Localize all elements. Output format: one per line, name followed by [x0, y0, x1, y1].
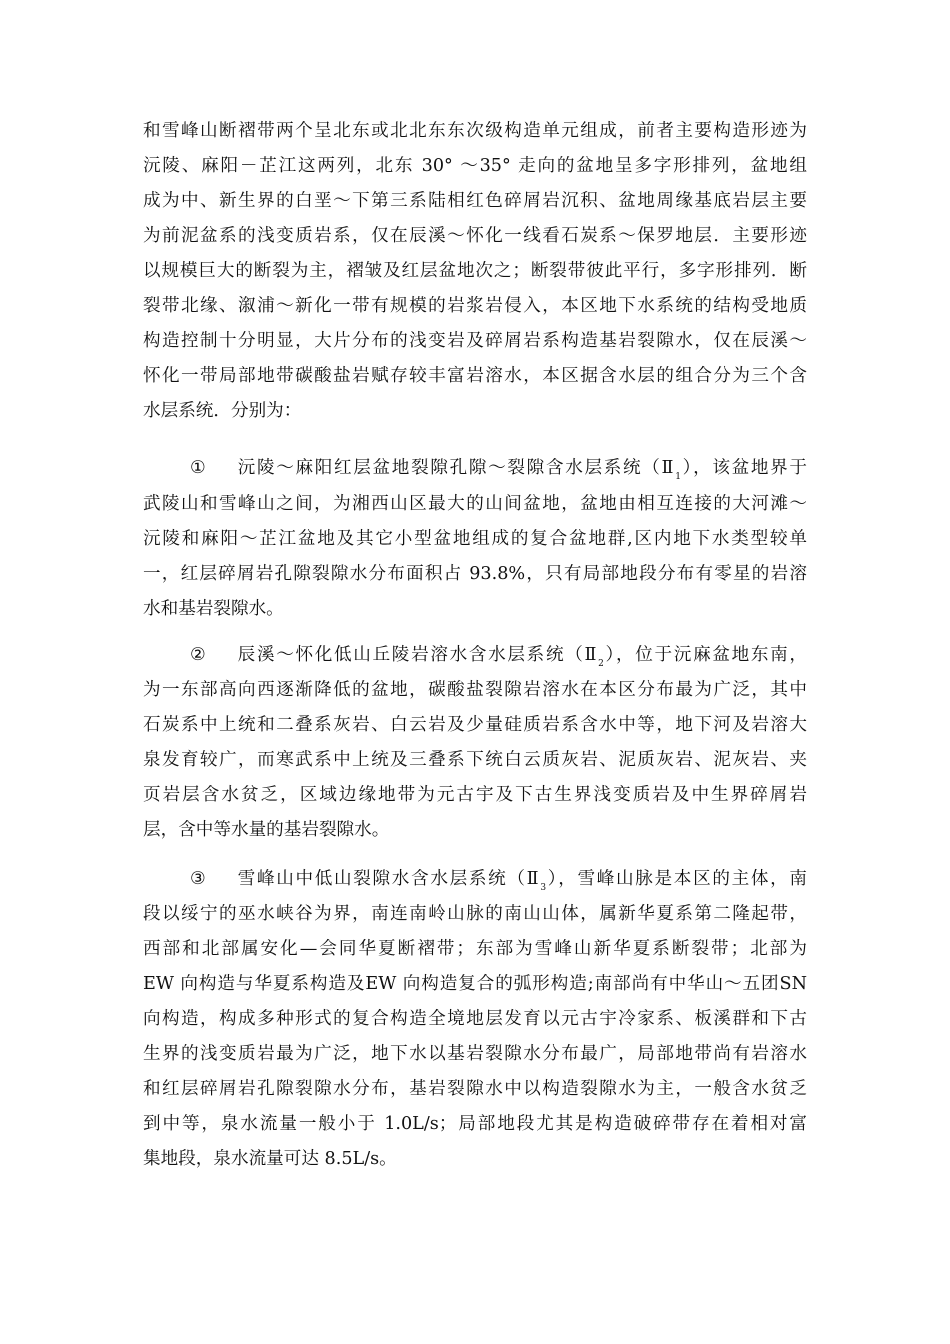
- text-tail: ），雪峰山脉是本区的主体，南: [546, 869, 808, 889]
- text-tail: ），位于沅麻盆地东南，: [603, 645, 807, 665]
- text-line: 和红层碎屑岩孔隙裂隙水分布，基岩裂隙水中以构造裂隙水为主，一般含水贫乏: [143, 1079, 807, 1099]
- text-tail: ），该盆地界于: [680, 458, 807, 478]
- system-title: 辰溪～怀化低山丘陵岩溶水含水层系统（Ⅱ: [236, 645, 599, 665]
- list-marker: ③: [190, 869, 206, 889]
- subscript: 3: [540, 883, 547, 893]
- text-line-first: [190, 638, 807, 672]
- list-marker: ①: [190, 458, 206, 478]
- subscript: 2: [598, 659, 604, 669]
- text-line: 成为中、新生界的白垩～下第三系陆相红色碎屑岩沉积、盆地周缘基底岩层主要: [143, 191, 807, 211]
- text-line: 构造控制十分明显，大片分布的浅变岩及碎屑岩系构造基岩裂隙水，仅在辰溪～: [143, 331, 807, 351]
- text-line: 段以绥宁的巫水峡谷为界，南连南岭山脉的南山山体，属新华夏系第二隆起带，: [143, 904, 807, 924]
- list-marker: ②: [190, 645, 206, 665]
- text-line: 裂带北缘、溆浦～新化一带有规模的岩浆岩侵入，本区地下水系统的结构受地质: [143, 296, 807, 316]
- text-line: 沅陵和麻阳～芷江盆地及其它小型盆地组成的复合盆地群,区内地下水类型较单: [143, 529, 807, 549]
- text-line: 沅陵、麻阳－芷江这两列，北东 30° ～35° 走向的盆地呈多字形排列，盆地组: [143, 156, 807, 176]
- text-line-first: [190, 451, 807, 485]
- text-line: 水和基岩裂隙水。: [143, 599, 284, 619]
- text-line: 怀化一带局部地带碳酸盐岩赋存较丰富岩溶水，本区据含水层的组合分为三个含: [143, 366, 807, 386]
- text-line-first: [190, 862, 807, 896]
- text-line: 和雪峰山断褶带两个呈北东或北北东东次级构造单元组成，前者主要构造形迹为: [143, 121, 807, 141]
- text-line: 一，红层碎屑岩孔隙裂隙水分布面积占 93.8%，只有局部地段分布有零星的岩溶: [143, 564, 807, 584]
- text-line: 向构造，构成多种形式的复合构造全境地层发育以元古宇冷家系、板溪群和下古: [143, 1009, 807, 1029]
- text-line: 石炭系中上统和二叠系灰岩、白云岩及少量硅质岩系含水中等，地下河及岩溶大: [143, 715, 807, 735]
- text-line: EW 向构造与华夏系构造及EW 向构造复合的弧形构造;南部尚有中华山～五团SN: [143, 974, 807, 994]
- text-line: 为一东部高向西逐渐降低的盆地，碳酸盐裂隙岩溶水在本区分布最为广泛，其中: [143, 680, 807, 700]
- text-line: 页岩层含水贫乏，区域边缘地带为元古宇及下古生界浅变质岩及中生界碎屑岩: [143, 785, 807, 805]
- text-line: 到中等，泉水流量一般小于 1.0L/s；局部地段尤其是构造破碎带存在着相对富: [143, 1114, 807, 1134]
- text-line: 武陵山和雪峰山之间，为湘西山区最大的山间盆地，盆地由相互连接的大河滩～: [143, 494, 807, 514]
- text-line: 水层系统．分别为：: [143, 401, 302, 421]
- text-line: 以规模巨大的断裂为主，褶皱及红层盆地次之；断裂带彼此平行，多字形排列．断: [143, 261, 807, 281]
- subscript: 1: [675, 472, 681, 482]
- text-line: 为前泥盆系的浅变质岩系，仅在辰溪～怀化一线看石炭系～保罗地层．主要形迹: [143, 226, 807, 246]
- text-line: 集地段，泉水流量可达 8.5L/s。: [143, 1149, 397, 1169]
- system-title: 沅陵～麻阳红层盆地裂隙孔隙～裂隙含水层系统（Ⅱ: [236, 458, 676, 478]
- text-line: 泉发育较广，而寒武系中上统及三叠系下统白云质灰岩、泥质灰岩、泥灰岩、夹: [143, 750, 807, 770]
- text-line: 西部和北部属安化—会同华夏断褶带；东部为雪峰山新华夏系断裂带；北部为: [143, 939, 807, 959]
- text-line: 层，含中等水量的基岩裂隙水。: [143, 820, 390, 840]
- text-line: 生界的浅变质岩最为广泛，地下水以基岩裂隙水分布最广，局部地带尚有岩溶水: [143, 1044, 807, 1064]
- system-title: 雪峰山中低山裂隙水含水层系统（Ⅱ: [236, 869, 541, 889]
